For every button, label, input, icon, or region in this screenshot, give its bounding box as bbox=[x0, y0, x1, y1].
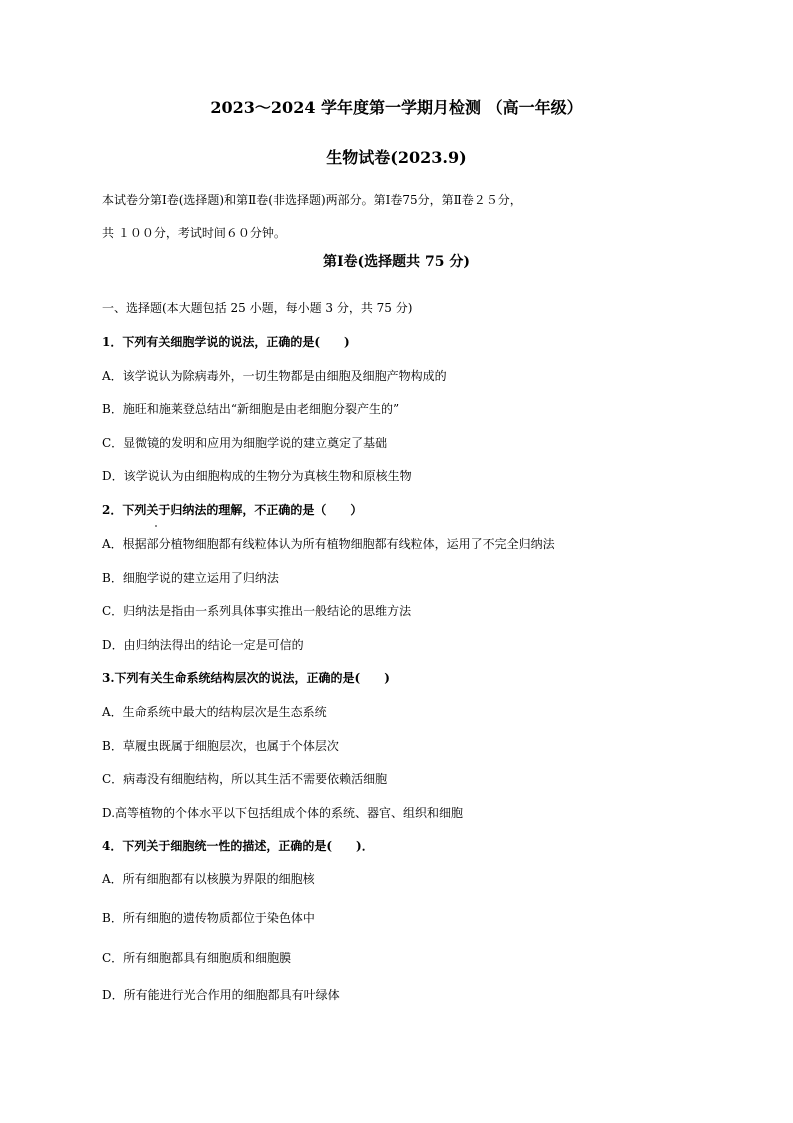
intro-line-2: 共 １００分，考试时间６０分钟。 bbox=[102, 226, 286, 240]
section-instruction: 一、选择题(本大题包括 25 小题，每小题 3 分，共 75 分) bbox=[102, 301, 413, 315]
exam-subtitle: 生物试卷(2023.9) bbox=[326, 148, 467, 167]
question-4-stem: 4．下列关于细胞统一性的描述，正确的是( )． bbox=[102, 839, 374, 853]
question-1-stem: 1．下列有关细胞学说的说法，正确的是( ) bbox=[102, 335, 350, 349]
question-3-option-c: C．病毒没有细胞结构，所以其生活不需要依赖活细胞 bbox=[102, 772, 388, 786]
question-4-option-c: C．所有细胞都具有细胞质和细胞膜 bbox=[102, 951, 292, 965]
exam-title: 2023～2024 学年度第一学期月检测 （高一年级） bbox=[210, 98, 583, 117]
part1-title: 第Ⅰ卷(选择题共 75 分) bbox=[322, 254, 471, 270]
question-4-option-b: B．所有细胞的遗传物质都位于染色体中 bbox=[102, 911, 315, 925]
question-4-option-d: D．所有能进行光合作用的细胞都具有叶绿体 bbox=[102, 988, 340, 1002]
question-2-option-a: A．根据部分植物细胞都有线粒体认为所有植物细胞都有线粒体，运用了不完全归纳法 bbox=[102, 537, 555, 551]
question-2-option-d: D．由归纳法得出的结论一定是可信的 bbox=[102, 638, 304, 652]
question-1-option-c: C．显微镜的发明和应用为细胞学说的建立奠定了基础 bbox=[102, 436, 388, 450]
question-1-option-a: A．该学说认为除病毒外，一切生物都是由细胞及细胞产物构成的 bbox=[102, 369, 447, 383]
question-1-option-d: D．该学说认为由细胞构成的生物分为真核生物和原核生物 bbox=[102, 469, 412, 483]
intro-line-1: 本试卷分第Ⅰ卷(选择题)和第Ⅱ卷(非选择题)两部分。第Ⅰ卷75分，第Ⅱ卷２５分， bbox=[102, 193, 522, 207]
question-2-stem: 2．下列关于归纳法的理解，不正确的是（ ） bbox=[102, 503, 363, 517]
question-4-option-a: A．所有细胞都有以核膜为界限的细胞核 bbox=[102, 872, 315, 886]
question-3-option-a: A．生命系统中最大的结构层次是生态系统 bbox=[102, 705, 327, 719]
question-2-option-b: B．细胞学说的建立运用了归纳法 bbox=[102, 571, 279, 585]
question-3-option-d: D.高等植物的个体水平以下包括组成个体的系统、器官、组织和细胞 bbox=[102, 806, 464, 820]
question-1-option-b: B．施旺和施莱登总结出“新细胞是由老细胞分裂产生的” bbox=[102, 402, 400, 416]
stray-dot bbox=[155, 525, 157, 527]
question-3-option-b: B．草履虫既属于细胞层次，也属于个体层次 bbox=[102, 739, 339, 753]
question-2-option-c: C．归纳法是指由一系列具体事实推出一般结论的思维方法 bbox=[102, 604, 412, 618]
question-3-stem: 3.下列有关生命系统结构层次的说法，正确的是( ) bbox=[102, 671, 390, 685]
